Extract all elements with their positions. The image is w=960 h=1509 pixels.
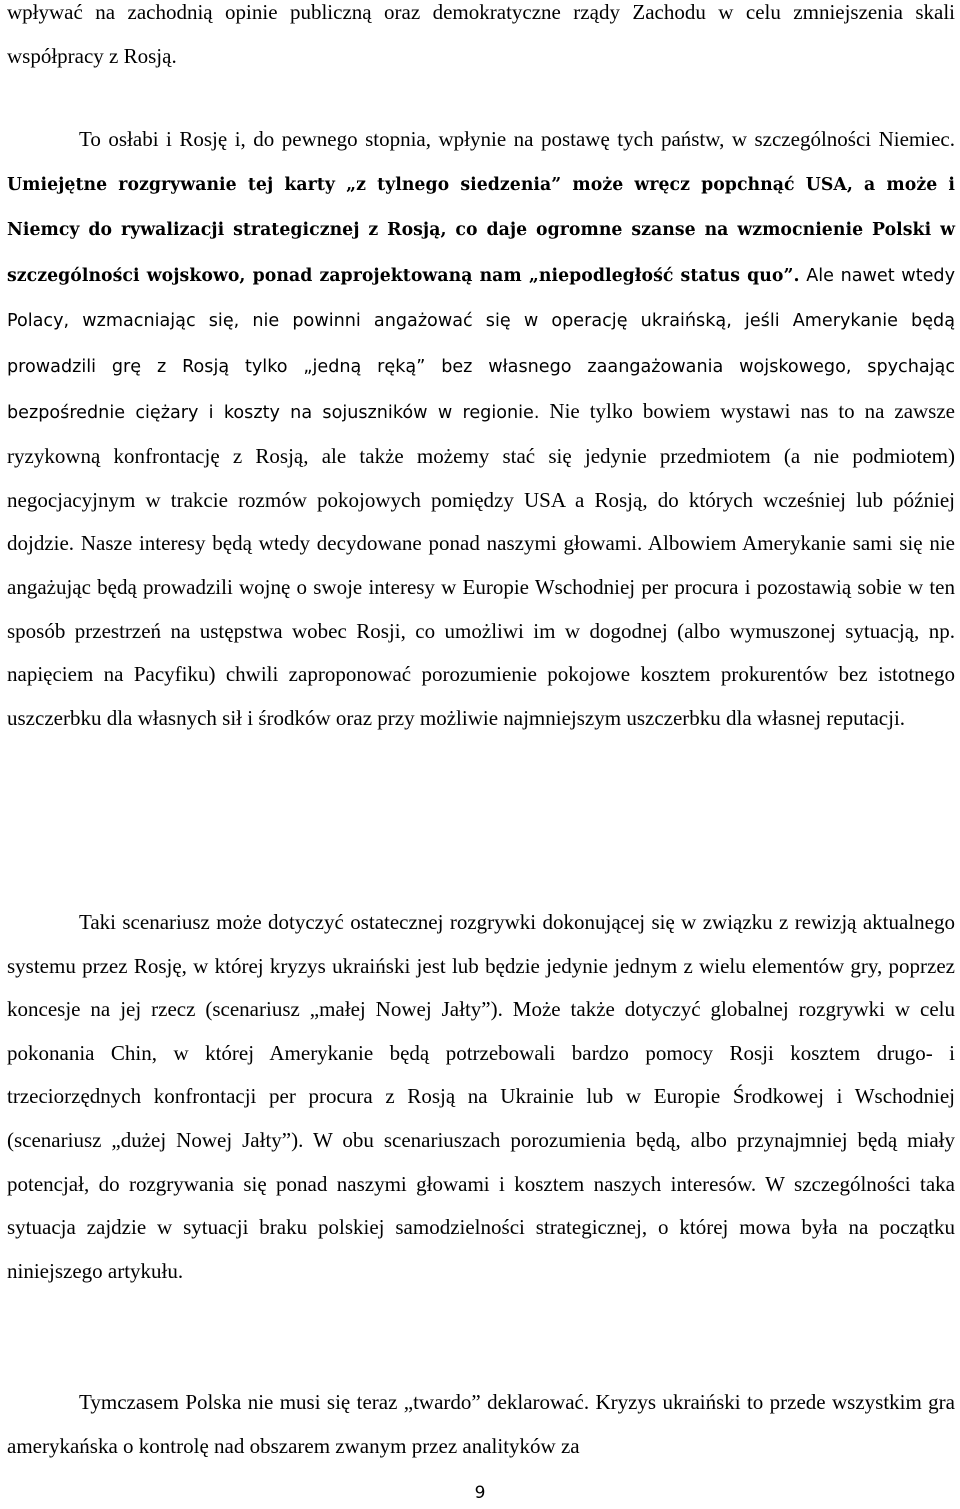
paragraph-tymczasem: Tymczasem Polska nie musi się teraz „twardo” deklarować. Kryzys ukraiński to przede wszystkim gra amerykańska o kontrolę nad obszarem zwanym przez analityków za (7, 1390, 955, 1458)
paragraph-scenariusz: Taki scenariusz może dotyczyć ostatecznej rozgrywki dokonującej się w związku z rewizją aktualnego systemu przez Rosję, w której kryzys ukraiński jest lub będzie jedynie jednym z wielu elementów gry, poprzez koncesje na jej rzecz (scenariusz „małej Nowej Jałty”). Może także dotyczyć globalnej rozgrywki w celu pokonania Chin, w której Amerykanie będą potrzebowali bardzo pomocy Rosji kosztem drugo- i trzeciorzędnych konfrontacji per procura z Rosją na Ukrainie lub w Europie Środkowej i Wschodniej (scenariusz „dużej Nowej Jałty”). W obu scenariuszach porozumienia będą, albo przynajmniej będą miały potencjał, do rozgrywania się ponad naszymi głowami i kosztem naszych interesów. W szczególności taka sytuacja zajdzie w sytuacji braku polskiej samodzielności strategicznej, o której mowa była na początku niniejszego artykułu. (7, 910, 955, 1283)
paragraph-continuation: wpływać na zachodnią opinie publiczną oraz demokratyczne rządy Zachodu w celu zmniejszenia skali współpracy z Rosją. (7, 0, 955, 68)
page-number: 9 (474, 1483, 486, 1503)
paragraph-karta-sans-text: Ale nawet wtedy Polacy, wzmacniając się, nie powinni angażować się w operację ukraińską, jeśli Amerykanie będą prowadzili grę z Rosją tylko „jedną ręką” bez własnego zaangażowania wojskowego, spychając bezpośrednie ciężary i koszty na sojuszników w regionie. (7, 265, 955, 423)
paragraph-karta-rest: Nie tylko bowiem wystawi nas to na zawsze ryzykowną konfrontację z Rosją, ale także możemy stać się jedynie przedmiotem (a nie podmiotem) negocjacyjnym w trakcie rozmów pokojowych pomiędzy USA a Rosją, do których wcześniej lub później dojdzie. Nasze interesy będą wtedy decydowane ponad naszymi głowami. Albowiem Amerykanie sami się nie angażując będą prowadzili wojnę o swoje interesy w Europie Wschodniej per procura i pozostawią sobie w ten sposób przestrzeń na ustępstwa wobec Rosji, co umożliwi im w dogodnej (albo wymuszonej sytuacją, np. napięciem na Pacyfiku) chwili zaproponować porozumienie pokojowe kosztem prokurentów bez istotnego uszczerbku dla własnych sił i środków oraz przy możliwie najmniejszym uszczerbku dla własnej reputacji. (7, 398, 955, 730)
paragraph-karta (7, 118, 955, 740)
paragraph-karta-intro: To osłabi i Rosję i, do pewnego stopnia, wpłynie na postawę tych państw, w szczególności Niemiec. (79, 127, 955, 151)
paragraph-karta-bold-text: Umiejętne rozgrywanie tej karty „z tylnego siedzenia” może wręcz popchnąć USA, a może i Niemcy do rywalizacji strategicznej z Rosją, co daje ogromne szanse na wzmocnienie Polski w szczególności wojskowo, ponad zaprojektowaną nam „niepodległość status quo”. (7, 174, 955, 286)
